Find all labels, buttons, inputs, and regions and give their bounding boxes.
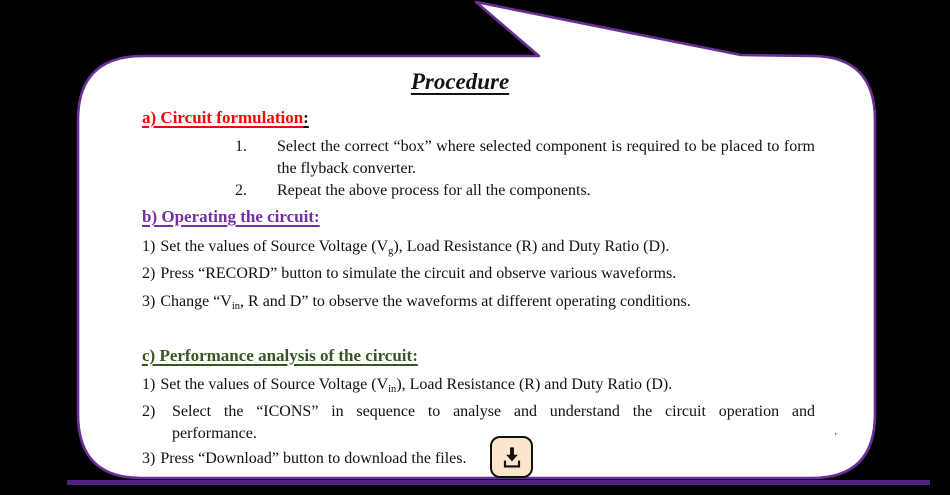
page-title: Procedure bbox=[410, 69, 510, 94]
list-item-c2-number: 2) bbox=[142, 403, 156, 420]
list-item-c1: 1) Set the values of Source Voltage $(V_{in})$, Load Resistance (R) and Duty Ratio (D). bbox=[142, 376, 673, 395]
list-item-a1-text: Select the correct “box” where selected component is required to be placed to form the flyback converter. bbox=[277, 138, 815, 177]
list-item-c3-number: 3) bbox=[142, 450, 156, 467]
list-item-b2-number: 2) bbox=[142, 265, 156, 282]
subscript-g: g bbox=[388, 246, 394, 257]
subscript-in: in bbox=[231, 301, 241, 312]
section-c-heading-text: c) Performance analysis of the circuit: bbox=[142, 346, 418, 365]
bottom-accent-bar bbox=[67, 480, 930, 485]
list-item-a2-number: 2. bbox=[235, 182, 247, 199]
section-b-heading bbox=[142, 207, 320, 227]
list-item-a2-text: Repeat the above process for all the components. bbox=[277, 182, 591, 199]
stray-mark: ’ bbox=[834, 432, 838, 443]
section-b-heading-text: b) Operating the circuit: bbox=[142, 207, 320, 226]
download-icon bbox=[498, 444, 526, 471]
list-item-b1-number: 1) bbox=[142, 238, 156, 255]
list-item-b1: 1) Set the values of Source Voltage $(V_g)$, Load Resistance (R) and Duty Ratio (D). bbox=[142, 238, 670, 257]
section-a-heading-colon: : bbox=[303, 108, 309, 127]
list-item-a1 bbox=[235, 136, 815, 180]
list-item-c2 bbox=[142, 401, 815, 445]
list-item-b2: 2) Press “RECORD” button to simulate the circuit and observe various waveforms. bbox=[142, 265, 677, 282]
list-item-b3-number: 3) bbox=[142, 293, 156, 310]
download-button[interactable] bbox=[490, 436, 533, 478]
section-a-heading bbox=[142, 108, 309, 128]
list-item-c2-text: Select the “ICONS” in sequence to analyse and understand the circuit operation and performance. bbox=[172, 403, 815, 442]
list-item-b3: 3) Change “$V_{in}$, R and D” to observe the waveforms at different operating conditions. bbox=[142, 293, 691, 312]
section-a-heading-text: a) Circuit formulation bbox=[142, 108, 304, 127]
list-item-c1-number: 1) bbox=[142, 376, 156, 393]
section-c-heading bbox=[142, 346, 418, 366]
list-item-c3: 3) Press “Download” button to download the files. bbox=[142, 450, 467, 467]
subscript-in: in bbox=[388, 384, 397, 395]
list-item-a2 bbox=[235, 180, 815, 202]
list-item-a1-number: 1. bbox=[235, 138, 247, 155]
